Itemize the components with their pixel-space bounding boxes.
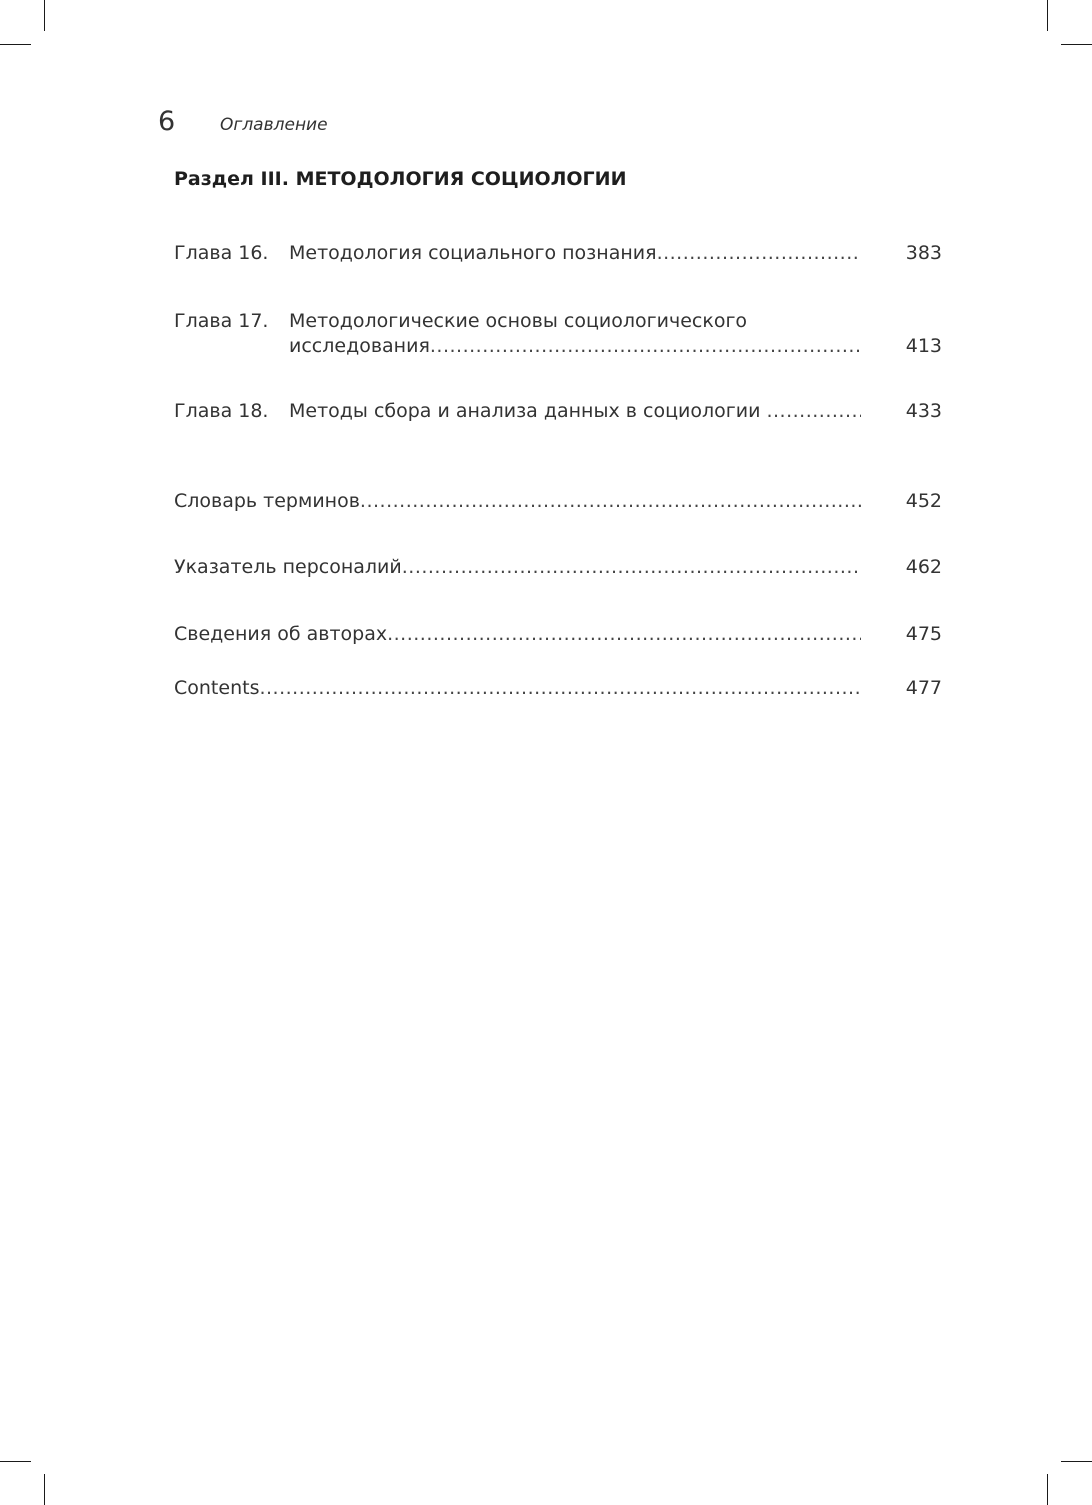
toc-entry-chapter-16[interactable] [174,241,942,266]
toc-entry-chapter-17[interactable] [174,309,942,359]
dot-leader [402,555,861,580]
chapter-title: Методы сбора и анализа данных в социологии [289,400,767,422]
crop-mark-bottom-left-horizontal [0,1461,31,1462]
crop-mark-bottom-left-vertical [44,1474,45,1505]
toc-entry-chapter-18[interactable] [174,399,942,424]
page-reference: 477 [905,677,942,699]
dot-leader [766,399,861,424]
entry-title-with-leader [174,489,861,514]
chapter-label: Глава 17. [174,310,269,332]
chapter-title-with-leader [289,241,861,266]
crop-mark-top-right-vertical [1047,0,1048,31]
page-reference: 413 [905,335,942,357]
toc-entry-contents[interactable] [174,676,942,701]
crop-mark-bottom-right-vertical [1047,1474,1048,1505]
entry-title: Сведения об авторах [174,623,388,645]
dot-leader [430,334,861,359]
chapter-label: Глава 16. [174,242,269,264]
chapter-label: Глава 18. [174,400,269,422]
entry-title-with-leader [174,622,861,647]
toc-entry-about-authors[interactable] [174,622,942,647]
page-reference: 383 [905,242,942,264]
chapter-title-with-leader [289,334,861,359]
chapter-title-with-leader [289,399,861,424]
crop-mark-top-right-horizontal [1061,44,1092,45]
chapter-title-line-1: Методологические основы социологического [289,310,748,332]
chapter-title: Методология социального познания [289,242,657,264]
crop-mark-top-left-vertical [44,0,45,31]
entry-title: Указатель персоналий [174,556,402,578]
entry-title: Contents [174,677,260,699]
entry-title: Словарь терминов [174,490,360,512]
toc-entry-glossary[interactable] [174,489,942,514]
page-reference: 475 [905,623,942,645]
section-heading: Раздел III. МЕТОДОЛОГИЯ СОЦИОЛОГИИ [174,168,627,190]
toc-entry-name-index[interactable] [174,555,942,580]
page-reference: 452 [905,490,942,512]
crop-mark-top-left-horizontal [0,44,31,45]
dot-leader [259,676,861,701]
entry-title-with-leader [174,676,861,701]
page-number: 6 [158,106,176,137]
running-head [158,106,328,140]
dot-leader [387,622,861,647]
entry-title-with-leader [174,555,861,580]
crop-mark-bottom-right-horizontal [1061,1461,1092,1462]
page-reference: 433 [905,400,942,422]
dot-leader [360,489,861,514]
dot-leader [657,241,861,266]
chapter-title-line-2: исследования [289,335,430,357]
running-title: Оглавление [220,115,328,135]
page-reference: 462 [905,556,942,578]
